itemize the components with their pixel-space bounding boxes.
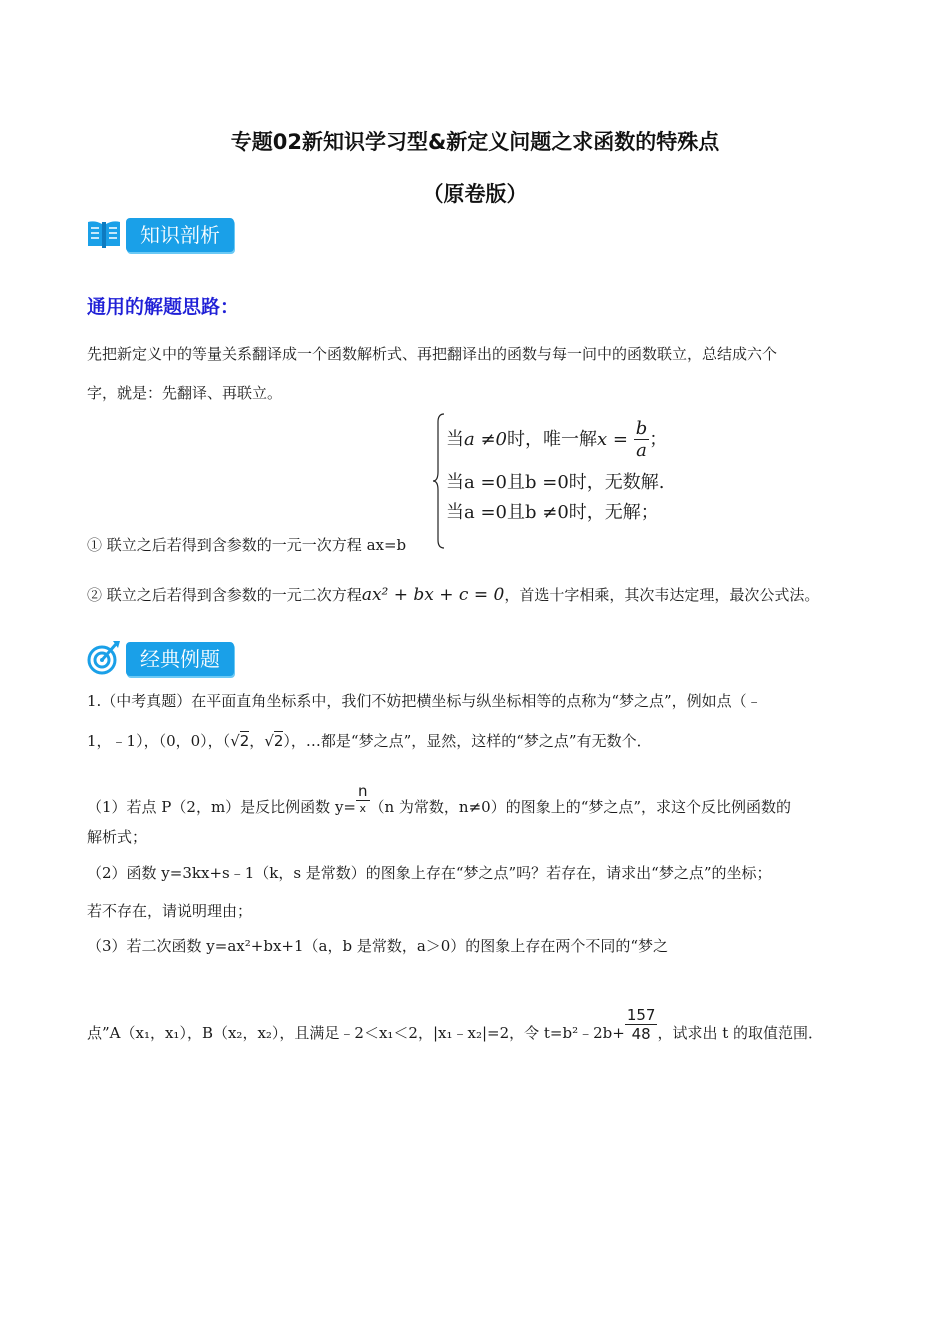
fraction-denominator: a (636, 440, 647, 461)
case-text: ； (649, 429, 668, 450)
fraction (634, 420, 650, 460)
fraction-numerator: n (357, 782, 368, 800)
question-line (87, 1008, 823, 1044)
section-heading: 通用的解题思路： (87, 296, 240, 318)
list-item (87, 584, 819, 606)
paragraph-line: 先把新定义中的等量关系翻译成一个函数解析式、再把翻译出的函数与每一问中的函数联立，总结成六个 (87, 345, 778, 363)
open-book-icon (86, 216, 122, 254)
case-line-3: 当a =0且b ≠0时，无解； (446, 502, 659, 523)
section-label: 知识剖析 (126, 218, 234, 252)
example-line (87, 730, 652, 752)
question-line: 若不存在，请说明理由； (87, 902, 253, 920)
section-label: 经典例题 (126, 642, 234, 676)
question-line: 解析式； (87, 828, 148, 846)
page-title: 专题02新知识学习型&新定义问题之求函数的特殊点 (230, 130, 720, 154)
sqrt-expression: √2 (230, 732, 250, 750)
example-text: ），…都是“梦之点”，显然，这样的“梦之点”有无数个． (283, 732, 652, 750)
case-condition: a ≠0 (464, 429, 507, 450)
case-text: 当a =0且b =0时，无数解 (446, 472, 659, 493)
question-text: （n 为常数，n≠0）的图象上的“梦之点”，求这个反比例函数的 (369, 798, 792, 816)
list-item (87, 534, 406, 556)
case-variable: x = (597, 429, 628, 450)
page-subtitle: （原卷版） (422, 182, 528, 206)
section-badge-examples (86, 638, 234, 680)
item-text: 联立之后若得到含参数的一元一次方程 ax=b (106, 536, 407, 554)
item-text: 联立之后若得到含参数的一元二次方程 (106, 586, 362, 604)
case-text: 时，唯一解 (507, 429, 597, 450)
example-text: ， (249, 732, 265, 750)
target-icon (86, 638, 122, 680)
fraction-numerator: 157 (626, 1006, 656, 1024)
item-marker: ② (87, 586, 103, 604)
item-marker: ① (87, 536, 103, 554)
case-line-1 (446, 420, 667, 460)
case-text: . (658, 472, 665, 493)
question-2: （2）函数 y=3kx+s﹣1（k，s 是常数）的图象上存在“梦之点”吗？若存在，请求出“梦之点”的坐标； (87, 864, 772, 882)
question-3: （3）若二次函数 y=ax²+bx+1（a，b 是常数，a＞0）的图象上存在两个不同的“梦之 (87, 937, 668, 955)
question-text: （1）若点 P（2，m）是反比例函数 y= (87, 798, 356, 816)
equation: ax² + bx + c = 0 (361, 585, 505, 605)
fraction (625, 1008, 658, 1042)
left-brace-icon (432, 412, 446, 554)
item-text: ，首选十字相乘，其次韦达定理，最次公式法。 (504, 586, 820, 604)
example-text: 1，﹣1），（0，0），（ (87, 732, 231, 750)
paragraph-line: 字，就是：先翻译、再联立。 (87, 384, 283, 402)
question-1 (87, 784, 791, 818)
section-badge-knowledge (86, 216, 234, 254)
case-text: 当 (446, 429, 464, 450)
fraction (356, 784, 370, 814)
case-line-2 (446, 468, 665, 494)
question-text: ，试求出 t 的取值范围． (657, 1024, 824, 1042)
fraction-denominator: 48 (631, 1025, 651, 1043)
fraction-denominator: x (359, 802, 366, 815)
fraction-numerator: b (635, 418, 648, 439)
example-line: 1.（中考真题）在平面直角坐标系中，我们不妨把横坐标与纵坐标相等的点称为“梦之点”，例如点（﹣ (87, 692, 762, 710)
sqrt-expression: √2 (264, 732, 284, 750)
sqrt-radicand: 2 (239, 732, 250, 750)
sqrt-radicand: 2 (273, 732, 284, 750)
question-text: 点”A（x₁，x₁），B（x₂，x₂），且满足﹣2＜x₁＜2，|x₁﹣x₂|=2，令 t=b²﹣2b+ (87, 1024, 625, 1042)
